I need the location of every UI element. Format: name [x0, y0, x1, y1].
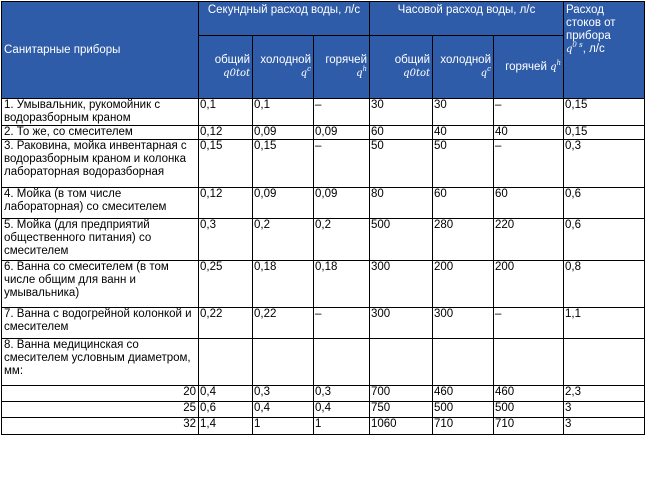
table-row — [2, 308, 645, 339]
cell-sec-cold: 1 — [253, 418, 314, 435]
cell-sec-hot — [314, 339, 370, 386]
header-hr-total-label: общий — [394, 54, 430, 66]
cell-hr-cold: 40 — [433, 126, 494, 140]
cell-sec-cold: 0,15 — [253, 140, 314, 188]
cell-hr-cold: 710 — [433, 418, 494, 435]
cell-hr-total — [370, 339, 433, 386]
cell-hr-total: 50 — [370, 140, 433, 188]
cell-sec-hot: – — [314, 140, 370, 188]
header-sec-hot — [314, 36, 370, 99]
cell-sec-total: 0,3 — [199, 219, 253, 261]
cell-hr-hot: – — [494, 140, 564, 188]
header-sec-hot-label: горячей — [325, 54, 367, 66]
cell-hr-total: 80 — [370, 188, 433, 219]
header-hr-total — [370, 36, 433, 99]
cell-drain: 0,6 — [564, 219, 645, 261]
header-drain-title: Расход стоков от прибора — [566, 4, 616, 42]
cell-hr-cold: 50 — [433, 140, 494, 188]
cell-sec-total: 0,25 — [199, 261, 253, 308]
cell-drain: 0,3 — [564, 140, 645, 188]
cell-hr-cold: 280 — [433, 219, 494, 261]
header-sec-cold-symbol: q — [300, 68, 308, 79]
cell-device-name: 3. Раковина, мойка инвентарная с водоразборным краном и колонка лабораторная водоразборная — [2, 140, 199, 188]
header-sec-cold-sup: c — [307, 65, 311, 74]
cell-drain: 1,1 — [564, 308, 645, 339]
cell-sec-hot: 0,18 — [314, 261, 370, 308]
cell-sec-total: 0,6 — [199, 402, 253, 418]
table-row — [2, 140, 645, 188]
cell-sec-total — [199, 339, 253, 386]
header-drain-sub: 0 s — [572, 41, 583, 50]
header-sec-hot-symbol: q — [356, 68, 363, 79]
cell-sec-total: 1,4 — [199, 418, 253, 435]
cell-hr-total: 300 — [370, 308, 433, 339]
cell-sec-hot: 0,2 — [314, 219, 370, 261]
cell-sec-total: 0,12 — [199, 126, 253, 140]
header-sec-total-sub: 0tot — [229, 68, 250, 79]
cell-sec-hot: – — [314, 308, 370, 339]
water-consumption-table — [1, 1, 645, 435]
cell-device-name: 32 — [2, 418, 199, 435]
header-drain-symbol: q — [566, 44, 573, 55]
cell-device-name: 7. Ванна с водогрейной колонкой и смесителем — [2, 308, 199, 339]
cell-sec-cold: 0,3 — [253, 386, 314, 402]
cell-hr-cold: 300 — [433, 308, 494, 339]
cell-hr-hot: – — [494, 308, 564, 339]
table-row — [2, 261, 645, 308]
header-sec-total-symbol: q — [223, 68, 230, 79]
cell-hr-hot: 220 — [494, 219, 564, 261]
cell-hr-total: 30 — [370, 99, 433, 126]
cell-sec-hot: 1 — [314, 418, 370, 435]
table-row — [2, 402, 645, 418]
table-row — [2, 339, 645, 386]
table-row — [2, 418, 645, 435]
header-hour-flow: Часовой расход воды, л/с — [370, 2, 564, 36]
cell-hr-total: 700 — [370, 386, 433, 402]
header-hr-hot-sup: h — [556, 58, 561, 67]
cell-sec-hot: 0,09 — [314, 126, 370, 140]
cell-drain: 3 — [564, 402, 645, 418]
cell-hr-hot: 500 — [494, 402, 564, 418]
table-row — [2, 99, 645, 126]
cell-drain: 0,15 — [564, 99, 645, 126]
cell-sec-total: 0,4 — [199, 386, 253, 402]
header-sec-cold — [253, 36, 314, 99]
cell-device-name: 25 — [2, 402, 199, 418]
header-sec-hot-sup: h — [362, 65, 367, 74]
header-drain-flow — [564, 2, 645, 99]
header-sec-cold-label: холодной — [260, 54, 311, 66]
cell-device-name: 6. Ванна со смесителем (в том числе общим для ванн и умывальника) — [2, 261, 199, 308]
cell-sec-total: 0,15 — [199, 140, 253, 188]
header-second-flow: Секундный расход воды, л/с — [199, 2, 370, 36]
table-body — [2, 99, 645, 435]
cell-hr-hot: 40 — [494, 126, 564, 140]
cell-sec-total: 0,12 — [199, 188, 253, 219]
header-drain-unit: , л/с — [582, 43, 605, 55]
cell-hr-hot: 710 — [494, 418, 564, 435]
cell-device-name: 20 — [2, 386, 199, 402]
cell-drain: 3 — [564, 418, 645, 435]
cell-hr-cold: 200 — [433, 261, 494, 308]
cell-hr-hot: 460 — [494, 386, 564, 402]
cell-device-name: 1. Умывальник, рукомойник с водоразборным краном — [2, 99, 199, 126]
header-devices: Санитарные приборы — [2, 2, 199, 99]
cell-hr-hot: 200 — [494, 261, 564, 308]
cell-hr-cold: 460 — [433, 386, 494, 402]
cell-hr-total: 500 — [370, 219, 433, 261]
cell-sec-total: 0,22 — [199, 308, 253, 339]
header-hr-total-symbol: q — [403, 68, 410, 79]
cell-sec-cold: 0,09 — [253, 188, 314, 219]
cell-hr-total: 300 — [370, 261, 433, 308]
cell-hr-cold — [433, 339, 494, 386]
header-hr-hot — [494, 36, 564, 99]
cell-hr-total: 750 — [370, 402, 433, 418]
cell-device-name: 8. Ванна медицинская со смесителем условным диаметром, мм: — [2, 339, 199, 386]
table-row — [2, 219, 645, 261]
cell-hr-cold: 30 — [433, 99, 494, 126]
cell-hr-hot: 60 — [494, 188, 564, 219]
cell-sec-cold — [253, 339, 314, 386]
cell-sec-cold: 0,4 — [253, 402, 314, 418]
cell-sec-hot: – — [314, 99, 370, 126]
cell-drain: 0,8 — [564, 261, 645, 308]
cell-sec-hot: 0,3 — [314, 386, 370, 402]
cell-sec-cold: 0,2 — [253, 219, 314, 261]
header-hr-total-sub: 0tot — [409, 68, 430, 79]
header-hr-hot-label: горячей — [505, 60, 547, 73]
table-row — [2, 188, 645, 219]
header-hr-cold-label: холодной — [440, 54, 491, 66]
cell-hr-hot — [494, 339, 564, 386]
cell-hr-total: 60 — [370, 126, 433, 140]
header-hr-hot-symbol: q — [550, 61, 557, 73]
cell-hr-total: 1060 — [370, 418, 433, 435]
cell-sec-cold: 0,1 — [253, 99, 314, 126]
cell-sec-cold: 0,09 — [253, 126, 314, 140]
cell-drain: 0,15 — [564, 126, 645, 140]
table-row — [2, 126, 645, 140]
cell-hr-hot: – — [494, 99, 564, 126]
cell-sec-total: 0,1 — [199, 99, 253, 126]
header-hr-cold-sup: c — [487, 65, 491, 74]
table-row — [2, 386, 645, 402]
header-sec-total-label: общий — [214, 54, 250, 66]
header-sec-total — [199, 36, 253, 99]
cell-drain: 2,3 — [564, 386, 645, 402]
header-hr-cold-symbol: q — [480, 68, 488, 79]
cell-sec-hot: 0,4 — [314, 402, 370, 418]
header-hr-cold — [433, 36, 494, 99]
cell-device-name: 2. То же, со смесителем — [2, 126, 199, 140]
cell-device-name: 4. Мойка (в том числе лабораторная) со смесителем — [2, 188, 199, 219]
cell-drain: 0,6 — [564, 188, 645, 219]
cell-sec-cold: 0,22 — [253, 308, 314, 339]
cell-drain — [564, 339, 645, 386]
cell-hr-cold: 60 — [433, 188, 494, 219]
cell-sec-cold: 0,18 — [253, 261, 314, 308]
cell-hr-cold: 500 — [433, 402, 494, 418]
cell-device-name: 5. Мойка (для предприятий общественного питания) со смесителем — [2, 219, 199, 261]
cell-sec-hot: 0,09 — [314, 188, 370, 219]
